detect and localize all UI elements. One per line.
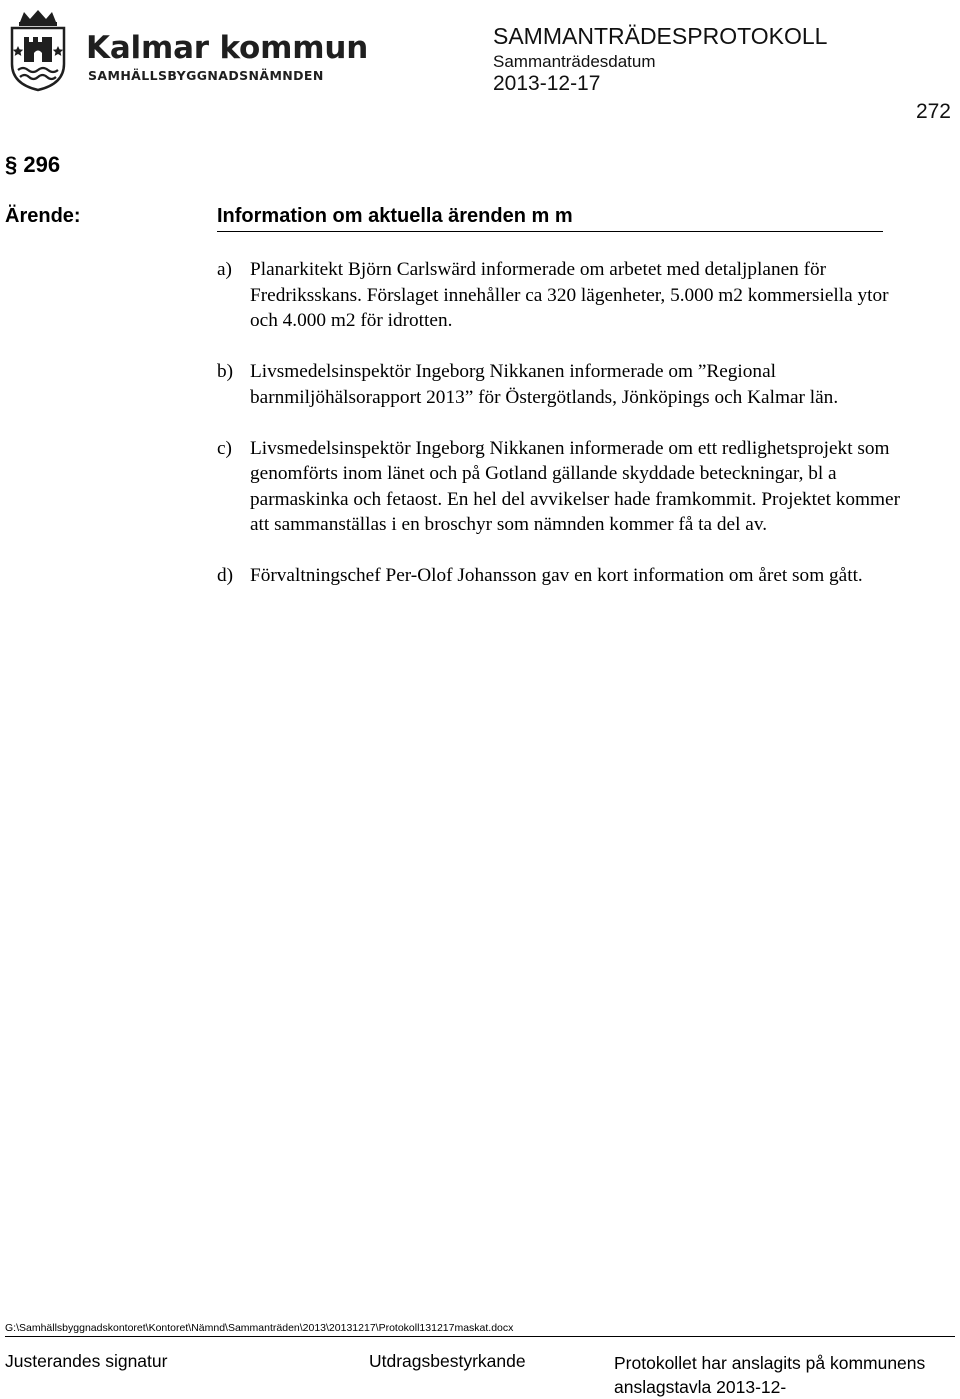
item-text: Livsmedelsinspektör Ingeborg Nikkanen informerade om ”Regional barnmiljöhälsorapport 2013” för Östergötlands, Jönköpings och Kalmar län. (250, 361, 839, 408)
list-item (217, 563, 917, 589)
item-text: Livsmedelsinspektör Ingeborg Nikkanen informerade om ett redlighetsprojekt som genomförts inom länet och på Gotland gällande skyddade beteckningar, bl a parmaskinka och fetaost. En hel del avvikelser hade framkommit. Projektet kommer att sammanställas i en broschyr som nämnden kommer få ta del av. (250, 437, 901, 535)
item-text: Förvaltningschef Per-Olof Johansson gav en kort information om året som gått. (250, 565, 863, 586)
department-name: SAMHÄLLSBYGGNADSNÄMNDEN (88, 68, 324, 83)
footer-divider (5, 1336, 955, 1337)
list-item (217, 359, 917, 410)
page-number: 272 (915, 100, 951, 123)
item-marker: b) (217, 361, 234, 382)
list-item (217, 257, 917, 334)
item-marker: c) (217, 437, 232, 459)
paragraph-number: § 296 (5, 152, 61, 177)
information-list (217, 257, 917, 614)
item-text: Planarkitekt Björn Carlswärd informerade om arbetet med detaljplanen för Fredriksskans. Förslaget innehåller ca 320 lägenheter, 5.000 m2 kommersiella ytor och 4.000 m2 för idrotten. (250, 259, 889, 331)
brand-name: Kalmar kommun (86, 30, 369, 66)
kalmar-kommun-logo (6, 8, 369, 92)
item-marker: a) (217, 259, 232, 280)
document-type: SAMMANTRÄDESPROTOKOLL (493, 23, 828, 49)
item-marker: d) (217, 565, 234, 586)
anslag-notice: Protokollet har anslagits på kommunens anslagstavla 2013-12- (614, 1353, 926, 1397)
list-item (217, 436, 917, 538)
meeting-date-label: Sammanträdesdatum (493, 52, 656, 71)
coat-of-arms-icon (6, 8, 70, 92)
utdrag-label: Utdragsbestyrkande (369, 1351, 526, 1371)
file-path: G:\Samhällsbyggnadskontoret\Kontoret\Nämnd\Sammanträden\2013\20131217\Protokoll131217maskat.docx (5, 1322, 514, 1334)
arende-label: Ärende: (5, 205, 81, 227)
meeting-date: 2013-12-17 (493, 72, 601, 95)
signature-label: Justerandes signatur (5, 1351, 168, 1371)
arende-title: Information om aktuella ärenden m m (217, 205, 883, 232)
